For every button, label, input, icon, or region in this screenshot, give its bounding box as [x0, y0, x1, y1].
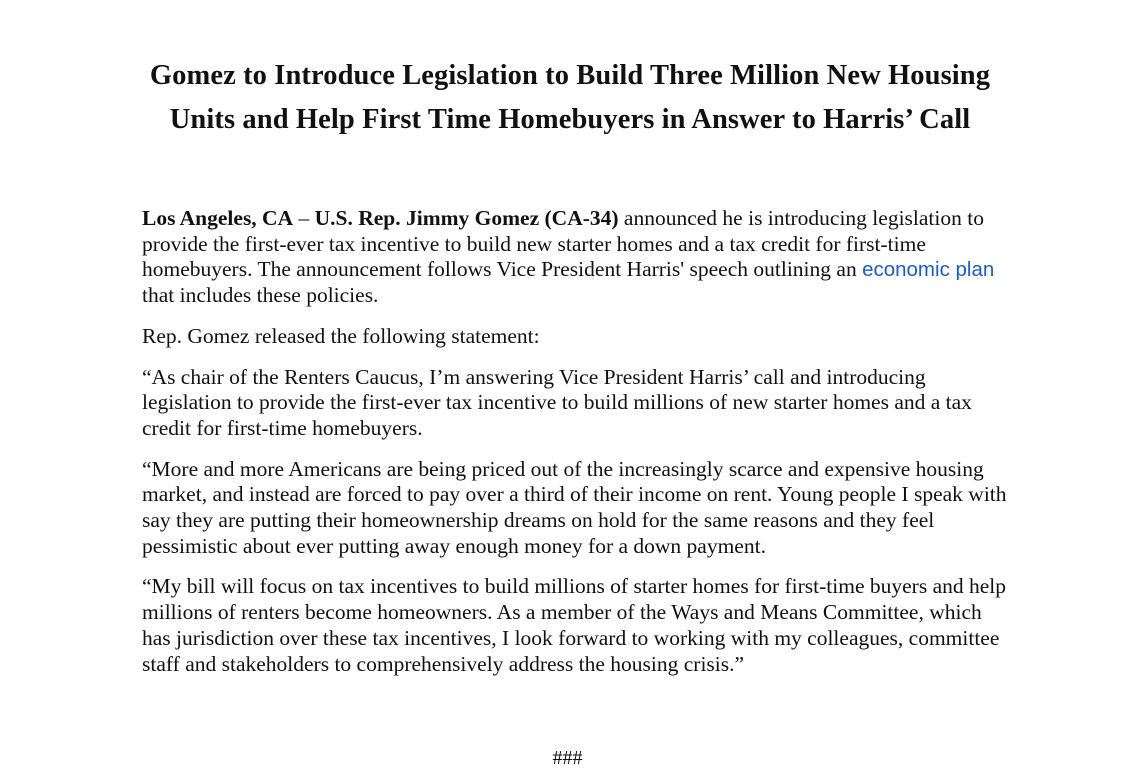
- page-title: Gomez to Introduce Legislation to Build Three Million New Housing Units and Help First Time Homebuyers in Answer to Harris’ Call: [149, 60, 991, 135]
- quote-paragraph-3: “My bill will focus on tax incentives to build millions of starter homes for first-time buyers and help millions of renters become homeowners. As a member of the Ways and Means Committee, which has jurisdiction over these tax incentives, I look forward to working with my colleagues, committee staff and stakeholders to comprehensively address the housing crisis.”: [142, 574, 1007, 676]
- dateline: Los Angeles, CA: [142, 206, 294, 230]
- dateline-dash: –: [293, 206, 315, 230]
- end-mark: ###: [552, 747, 583, 769]
- quote-paragraph-2: “More and more Americans are being priced out of the increasingly scarce and expensive housing market, and instead are forced to pay over a third of their income on rent. Young people I speak with say they are putting their homeownership dreams on hold for the same reasons and they feel pessimistic about ever putting away enough money for a down payment.: [142, 456, 1007, 558]
- intro-paragraph: [142, 206, 1012, 309]
- economic-plan-link[interactable]: economic plan: [862, 258, 995, 282]
- intro-text-end: that includes these policies.: [142, 283, 379, 308]
- quote-paragraph-1: “As chair of the Renters Caucus, I’m answering Vice President Harris’ call and introducing legislation to provide the first-ever tax incentive to build millions of new starter homes and a tax credit for first-time homebuyers.: [142, 364, 972, 440]
- statement-intro: Rep. Gomez released the following statement:: [142, 323, 540, 348]
- press-release-body: [142, 206, 1012, 692]
- speaker-name: U.S. Rep. Jimmy Gomez (CA-34): [314, 206, 619, 230]
- intro-text: announced he is introducing legislation to provide the first-ever tax incentive to build new starter homes and a tax credit for first-time homebuyers. The announcement follows Vice President Harris' speech outlining an: [142, 206, 984, 282]
